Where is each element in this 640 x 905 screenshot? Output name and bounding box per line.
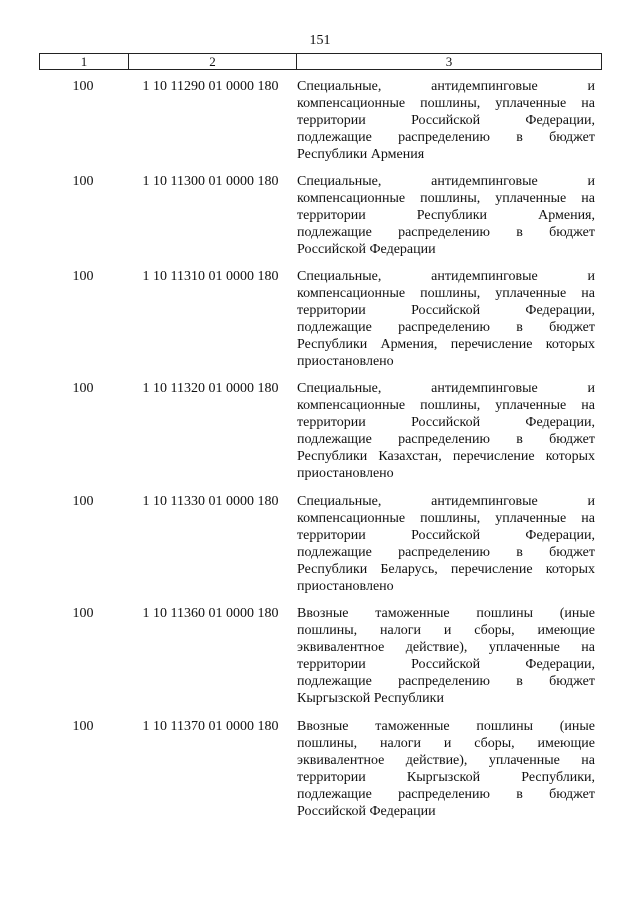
- page-number: 151: [309, 33, 331, 48]
- admin-code-cell: 100: [72, 606, 94, 621]
- description-line: Специальные, антидемпинговые и: [297, 174, 595, 189]
- description-cell: [297, 268, 595, 370]
- description-line: Республики Армения: [297, 147, 425, 162]
- description-line: Специальные, антидемпинговые и: [297, 269, 595, 284]
- description-line: компенсационные пошлины, уплаченные на: [297, 286, 595, 301]
- column-header-2: 2: [129, 54, 297, 70]
- description-line: компенсационные пошлины, уплаченные на: [297, 398, 595, 413]
- description-line: подлежащие распределению в бюджет: [297, 787, 595, 802]
- description-cell: [297, 78, 595, 163]
- description-line: территории Российской Федерации,: [297, 528, 595, 543]
- description-line: Кыргызской Республики: [297, 691, 444, 706]
- description-line: территории Кыргызской Республики,: [297, 770, 595, 785]
- description-cell: [297, 718, 595, 820]
- description-line: территории Российской Федерации,: [297, 415, 595, 430]
- description-line: Специальные, антидемпинговые и: [297, 494, 595, 509]
- description-cell: [297, 493, 595, 595]
- admin-code-cell: 100: [72, 719, 94, 734]
- budget-code-cell: 1 10 11360 01 0000 180: [142, 606, 279, 621]
- description-line: пошлины, налоги и сборы, имеющие: [297, 736, 595, 751]
- description-line: подлежащие распределению в бюджет: [297, 225, 595, 240]
- description-line: эквивалентное действие), уплаченные на: [297, 640, 595, 655]
- description-line: подлежащие распределению в бюджет: [297, 674, 595, 689]
- description-line: приостановлено: [297, 579, 394, 594]
- description-line: Республики Беларусь, перечисление которых: [297, 562, 595, 577]
- budget-code-cell: 1 10 11300 01 0000 180: [142, 174, 279, 189]
- description-line: эквивалентное действие), уплаченные на: [297, 753, 595, 768]
- description-line: приостановлено: [297, 354, 394, 369]
- description-cell: [297, 605, 595, 707]
- column-header-3: 3: [297, 54, 602, 70]
- description-line: территории Республики Армения,: [297, 208, 595, 223]
- budget-code-cell: 1 10 11330 01 0000 180: [142, 494, 279, 509]
- description-line: подлежащие распределению в бюджет: [297, 130, 595, 145]
- column-header-table: [39, 53, 602, 70]
- budget-code-cell: 1 10 11320 01 0000 180: [142, 381, 279, 396]
- description-line: Специальные, антидемпинговые и: [297, 79, 595, 94]
- description-line: пошлины, налоги и сборы, имеющие: [297, 623, 595, 638]
- admin-code-cell: 100: [72, 494, 94, 509]
- description-line: Российской Федерации: [297, 242, 436, 257]
- description-line: территории Российской Федерации,: [297, 113, 595, 128]
- description-cell: [297, 173, 595, 258]
- description-line: компенсационные пошлины, уплаченные на: [297, 511, 595, 526]
- description-line: территории Российской Федерации,: [297, 303, 595, 318]
- description-line: Специальные, антидемпинговые и: [297, 381, 595, 396]
- column-header-1: 1: [40, 54, 129, 70]
- admin-code-cell: 100: [72, 79, 94, 94]
- admin-code-cell: 100: [72, 381, 94, 396]
- description-line: Ввозные таможенные пошлины (иные: [297, 719, 595, 734]
- description-line: компенсационные пошлины, уплаченные на: [297, 191, 595, 206]
- description-line: Ввозные таможенные пошлины (иные: [297, 606, 595, 621]
- description-line: приостановлено: [297, 466, 394, 481]
- admin-code-cell: 100: [72, 269, 94, 284]
- description-line: Республики Казахстан, перечисление которых: [297, 449, 595, 464]
- budget-code-cell: 1 10 11370 01 0000 180: [142, 719, 279, 734]
- budget-code-cell: 1 10 11290 01 0000 180: [142, 79, 279, 94]
- description-line: территории Российской Федерации,: [297, 657, 595, 672]
- column-header-row: [40, 54, 602, 70]
- admin-code-cell: 100: [72, 174, 94, 189]
- description-line: Российской Федерации: [297, 804, 436, 819]
- description-line: подлежащие распределению в бюджет: [297, 432, 595, 447]
- description-line: подлежащие распределению в бюджет: [297, 545, 595, 560]
- description-line: компенсационные пошлины, уплаченные на: [297, 96, 595, 111]
- description-line: Республики Армения, перечисление которых: [297, 337, 595, 352]
- description-line: подлежащие распределению в бюджет: [297, 320, 595, 335]
- budget-code-cell: 1 10 11310 01 0000 180: [142, 269, 279, 284]
- description-cell: [297, 380, 595, 482]
